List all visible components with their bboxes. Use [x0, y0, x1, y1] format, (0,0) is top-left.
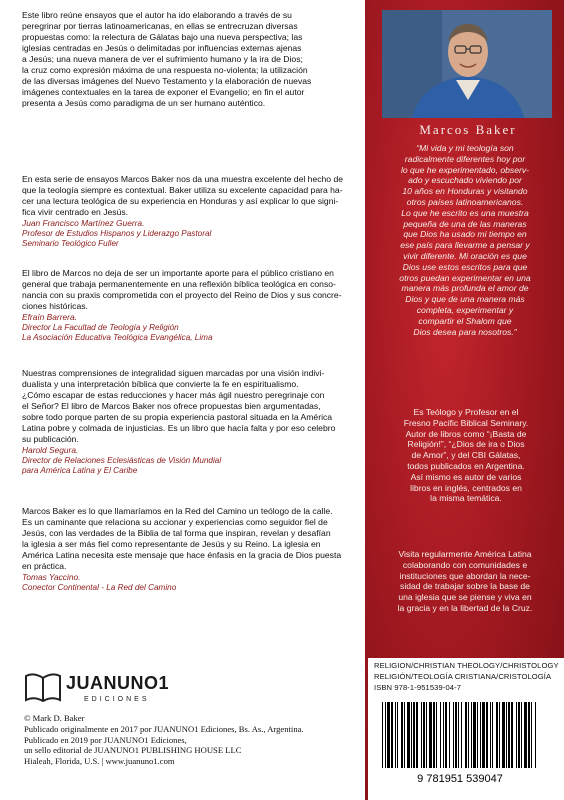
barcode-bar	[404, 702, 405, 768]
barcode-bar	[492, 702, 493, 768]
publisher-logo-text: JUANUNO1	[66, 673, 170, 693]
barcode-bar	[397, 702, 398, 768]
barcode-bar	[429, 702, 432, 768]
author-portrait-icon	[382, 10, 552, 118]
endorsement-line: En esta serie de ensayos Marcos Baker nos da una muestra excelente del hecho de	[22, 174, 344, 184]
quote-line: radicalmente diferentes hoy por	[404, 153, 526, 164]
quote-line: Dios use estos escritos para que	[402, 261, 528, 272]
quote-line: 10 años en Honduras y visitando	[402, 186, 528, 197]
barcode-bar	[395, 702, 396, 768]
barcode-digits: 9 781951 539047	[417, 773, 503, 784]
endorsement-4	[22, 506, 358, 593]
barcode-bar	[499, 702, 500, 768]
quote-line: otros puedan experimentar en una	[399, 272, 531, 283]
quote-line: ese país para llevarme a pensar y	[400, 240, 530, 251]
bio-line: libros en inglés, centrados en	[410, 482, 522, 493]
barcode-bar	[511, 702, 513, 768]
category-spanish: RELIGIÓN/TEOLOGÍA CRISTIANA/CRISTOLOGÍA	[374, 672, 552, 681]
endorsement-line: Latina pobre y colmada de injusticias. Es un libro que hacía falta y por eso celebro	[22, 423, 336, 433]
bio-line: Fresno Pacific Biblical Seminary.	[403, 417, 529, 428]
endorsement-2	[22, 268, 358, 344]
category-english: RELIGION/CHRISTIAN THEOLOGY/CHRISTOLOGY	[374, 661, 559, 670]
endorser-role: Conector Continental - La Red del Camino	[22, 582, 177, 592]
barcode-bar	[385, 702, 386, 768]
barcode-bar	[382, 702, 383, 768]
bio-line: la misma temática.	[430, 493, 502, 504]
barcode-bar	[490, 702, 491, 768]
quote-line: manera más profunda el amor de	[401, 283, 529, 294]
endorsement-line: fica vivir centrado en Jesús.	[22, 207, 129, 217]
barcode-bar	[458, 702, 459, 768]
barcode-bar	[433, 702, 435, 768]
barcode-bar	[531, 702, 532, 768]
barcode-bar	[445, 702, 447, 768]
barcode-bar	[387, 702, 390, 768]
endorser-name: Efraín Barrera.	[22, 312, 77, 322]
copyright-line: un sello editorial de JUANUNO1 PUBLISHING HOUSE LLC	[24, 745, 242, 756]
bio-line: todos publicados en Argentina.	[407, 460, 525, 471]
intro-line: de las diversas imágenes del Nuevo Testamento y la elaboración de nuevas	[22, 76, 312, 86]
endorsement-line: la iglesia a ser más fiel como representante de Jesús y su Reino. La iglesia en	[22, 539, 321, 549]
barcode-bar	[524, 702, 527, 768]
intro-line: presenta a Jesús como paradigma de un ser humano auténtico.	[22, 98, 266, 108]
endorsement-line: Marcos Baker es lo que llamaríamos en la Red del Camino un teólogo de la calle.	[22, 506, 333, 516]
quote-line: ado y escuchado viviendo por	[408, 175, 522, 186]
endorser-role: Director de Relaciones Eclesiásticas de Visión Mundial	[22, 455, 222, 465]
quote-line: que Dios ha usado mi tiempo en	[403, 229, 527, 240]
quote-line: “Mi vida y mi teología son	[416, 143, 514, 153]
category-isbn-box	[368, 658, 564, 800]
endorsement-line: El libro de Marcos no deja de ser un importante aporte para el público cristiano en	[22, 268, 334, 278]
endorsement-line: cer una lectura teológica de su experiencia en Honduras y así explicar lo que signi-	[22, 196, 339, 206]
intro-line: a Jesús; una nueva manera de ver el sufrimiento humano y la ira de Dios;	[22, 54, 303, 64]
bio-line: Así mismo es autor de varios	[410, 471, 522, 482]
quote-line: lo que he experimentado, observ-	[400, 164, 530, 175]
endorsement-line: Nuestras comprensiones de integralidad siguen marcadas por una visión indivi-	[22, 368, 325, 378]
intro-line: iglesias centradas en Jesús o delimitadas por influencias externas ajenas	[22, 43, 302, 53]
endorsement-line: ciones históricas.	[22, 301, 88, 311]
endorsement-1	[22, 174, 358, 250]
endorsement-line: ¿Cómo escapar de estas reducciones y hacer más ágil nuestro peregrinaje con	[22, 390, 325, 400]
barcode-bar	[471, 702, 472, 768]
barcode-bar	[461, 702, 462, 768]
barcode-bar	[535, 702, 536, 768]
visit-line: sidad de trabajar sobre la base de	[400, 581, 530, 592]
visit-line: una iglesia que se piense y viva en	[398, 592, 532, 603]
barcode-icon	[372, 700, 548, 784]
quote-line: completa, experimentar y	[416, 304, 514, 315]
barcode-bar	[440, 702, 441, 768]
intro-line: propuestas como: la relectura de Gálatas bajo una nueva perspectiva; las	[22, 32, 303, 42]
isbn-text: ISBN 978-1-951539-04-7	[374, 683, 462, 692]
barcode-bar	[496, 702, 498, 768]
endorsement-line: América Latina necesita este mensaje que hace énfasis en la gracia de Dios puesta	[22, 550, 342, 560]
barcode-bar	[455, 702, 457, 768]
endorsement-line: su publicación.	[22, 434, 79, 444]
endorser-role: Seminario Teológico Fuller	[22, 239, 119, 248]
barcode-bar	[486, 702, 488, 768]
endorser-name: Juan Francisco Martínez Guerra.	[22, 218, 145, 228]
endorsement-line: en práctica.	[22, 561, 67, 571]
barcode-bar	[502, 702, 505, 768]
endorser-name: Harold Segura.	[22, 445, 79, 455]
endorsement-3	[22, 368, 358, 477]
barcode-bar	[465, 702, 467, 768]
bio-line: Religión!”, “¿Dios de ira o Dios	[407, 439, 525, 450]
endorsement-line: Jesús, con las verdades de la Biblia de tal forma que inspiran, revelan y desafían	[22, 528, 331, 538]
barcode-bar	[436, 702, 437, 768]
barcode-bar	[473, 702, 476, 768]
copyright-block	[24, 713, 354, 767]
endorsement-line: el Señor? El libro de Marcos Baker nos ofrece propuestas bien argumentadas,	[22, 401, 321, 411]
publisher-logo-subtitle: EDICIONES	[84, 696, 150, 703]
copyright-line: © Mark D. Baker	[24, 713, 85, 723]
author-quote	[375, 143, 555, 337]
barcode-bar	[508, 702, 510, 768]
barcode-bar	[411, 702, 412, 768]
barcode-bar	[407, 702, 410, 768]
publisher-logo	[24, 664, 184, 708]
barcode-bar	[413, 702, 415, 768]
visit-line: colaborando con comunidades e	[402, 559, 528, 570]
endorser-role: para América Latina y El Caribe	[22, 466, 138, 475]
barcode-bar	[480, 702, 481, 768]
bio-line: Es Teólogo y Profesor en el	[413, 407, 519, 417]
endorser-role: Director La Facultad de Teología y Religión	[22, 322, 179, 332]
barcode-bar	[391, 702, 393, 768]
endorsement-line: Es un caminante que relaciona su accionar y experiencias como seguidor fiel de	[22, 517, 328, 527]
quote-line: otros países latinoamericanos.	[406, 196, 524, 207]
barcode-bar	[453, 702, 454, 768]
barcode-bar	[423, 702, 425, 768]
endorser-role: La Asociación Educativa Teológica Evangélica, Lima	[22, 333, 213, 342]
intro-line: peregrinar por tierras latinoamericanas, en ellas se entrecruzan diversas	[22, 21, 298, 31]
barcode-bar	[516, 702, 517, 768]
barcode-bar	[482, 702, 485, 768]
copyright-line: Publicado en 2019 por JUANUNO1 Ediciones,	[24, 734, 187, 745]
barcode-bar	[506, 702, 507, 768]
visit-line: Visita regularmente América Latina	[398, 549, 532, 559]
barcode-bar	[521, 702, 522, 768]
endorser-role: Profesor de Estudios Hispanos y Liderazgo Pastoral	[22, 228, 212, 238]
endorsement-line: dualista y una interpretación bíblica que convierte la fe en espiritualismo.	[22, 379, 299, 389]
intro-line: Este libro reúne ensayos que el autor ha ido elaborando a través de su	[22, 10, 292, 20]
barcode-bar	[528, 702, 530, 768]
quote-line: pequeña de una de las maneras	[403, 218, 527, 229]
endorsement-line: nancia con su praxis comprometida con el proyecto del Reino de Dios y sus concre-	[22, 290, 342, 300]
visit-line: instituciones que abordan la nece-	[399, 570, 531, 581]
quote-line: compartir el Shalom que	[418, 315, 512, 326]
quote-line: Dios desea para nosotros.”	[413, 326, 517, 337]
barcode-bar	[468, 702, 469, 768]
intro-line: la cruz como expresión máxima de una respuesta no-violenta; la utilización	[22, 65, 308, 75]
barcode-bar	[477, 702, 478, 768]
barcode-bar	[421, 702, 422, 768]
barcode-bar	[449, 702, 450, 768]
quote-line: Dios y que de una manera más	[405, 294, 525, 305]
quote-line: Lo que he escrito es una muestra	[401, 207, 529, 218]
open-book-icon	[24, 670, 62, 704]
author-photo	[382, 10, 552, 118]
barcode-bar	[443, 702, 444, 768]
quote-line: vivir diferente. Mi oración es que	[403, 250, 527, 261]
author-name: Marcos Baker	[419, 122, 517, 137]
copyright-line: Hialeah, Florida, U.S. | www.juanuno1.com	[24, 756, 175, 767]
bio-line: Autor de libros como “¡Basta de	[405, 428, 527, 439]
barcode-bar	[416, 702, 418, 768]
endorser-name: Tomas Yaccino.	[22, 572, 81, 582]
barcode-bar	[401, 702, 403, 768]
endorsement-line: general que trabaja permanentemente en una reflexión bíblica teológica en conso-	[22, 279, 336, 289]
endorsement-line: que la teología siempre es contextual. Baker utiliza su excelente capacidad para ha-	[22, 185, 343, 195]
author-bio	[378, 407, 554, 504]
intro-paragraph	[22, 10, 358, 109]
intro-line: imágenes contextuales en la tarea de exponer el Evangelio; en fin el autor	[22, 87, 305, 97]
endorsement-line: sobre todo porque parten de su propia experiencia pastoral situada en la América	[22, 412, 333, 422]
bio-line: de Amor”, y del CBI Gálatas,	[411, 450, 521, 461]
barcode-bar	[518, 702, 520, 768]
copyright-line: Publicado originalmente en 2017 por JUANUNO1 Ediciones, Bs. As., Argentina.	[24, 723, 304, 734]
barcode-bar	[426, 702, 427, 768]
visit-line: la gracia y en la libertad de la Cruz.	[397, 602, 533, 613]
author-visit-note	[372, 549, 558, 614]
